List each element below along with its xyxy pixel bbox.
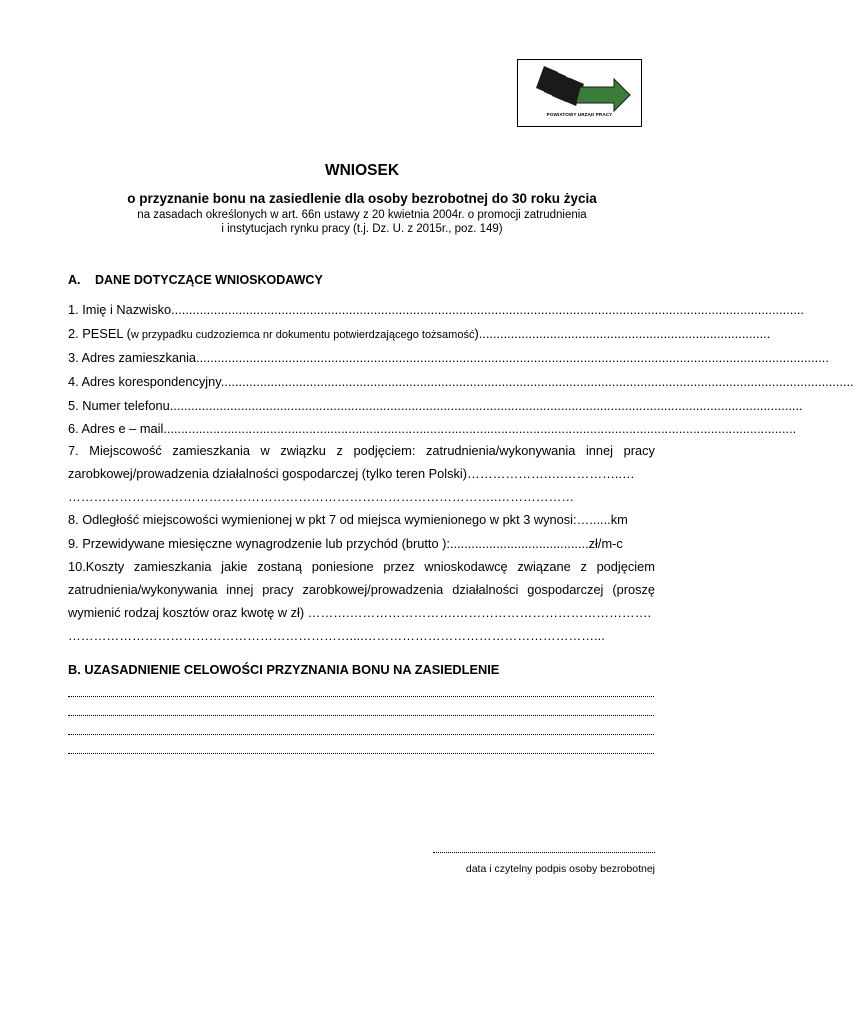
justification-line[interactable] bbox=[68, 686, 654, 697]
section-a-heading bbox=[68, 273, 323, 287]
field-9-label: 9. Przewidywane miesięczne wynagrodzenie lub przychód (brutto ): bbox=[68, 536, 450, 551]
field-residence-address[interactable]: 3. Adres zamieszkania.................................................................................................................................................................................. bbox=[68, 350, 829, 365]
signature-caption: data i czytelny podpis osoby bezrobotnej bbox=[465, 863, 655, 875]
logo-text: POWIATOWY URZĄD PRACY bbox=[546, 112, 613, 117]
word: 10.Koszty bbox=[68, 559, 125, 574]
justification-line[interactable] bbox=[68, 724, 654, 735]
word: innej bbox=[585, 443, 614, 458]
field-8-distance[interactable] bbox=[68, 512, 655, 527]
word: zatrudnienia/wykonywania bbox=[425, 443, 576, 458]
word: (proszę bbox=[612, 582, 655, 597]
word: Miejscowość bbox=[89, 443, 162, 458]
field-10-line-2 bbox=[68, 582, 655, 597]
word: pracy bbox=[262, 582, 294, 597]
word: z bbox=[336, 443, 343, 458]
word: zamieszkania bbox=[172, 443, 250, 458]
field-7-line-2-text: zarobkowej/prowadzenia działalności gospodarczej (tylko teren Polski) bbox=[68, 466, 468, 481]
field-10-line-1 bbox=[68, 559, 655, 574]
word: zatrudnienia/wykonywania bbox=[68, 582, 218, 597]
field-phone[interactable]: 5. Numer telefonu.................................................................................................................................................................................. bbox=[68, 398, 803, 413]
word: podjęciem bbox=[596, 559, 655, 574]
legal-basis-line-2: i instytucjach rynku pracy (t.j. Dz. U. z 2015r., poz. 149) bbox=[221, 223, 503, 235]
field-10-line-4[interactable] bbox=[68, 628, 655, 643]
field-email-label: 6. Adres e – mail bbox=[68, 421, 164, 436]
word: 7. bbox=[68, 443, 79, 458]
field-8-fill: …...... bbox=[576, 512, 611, 527]
field-pesel-label: 2. PESEL ( bbox=[68, 326, 131, 341]
word: związku bbox=[280, 443, 326, 458]
justification-line[interactable] bbox=[68, 743, 654, 754]
field-9-fill: ....................................... bbox=[449, 536, 589, 551]
field-pesel-note: w przypadku cudzoziemca nr dokumentu potwierdzającego tożsamość bbox=[130, 329, 475, 341]
field-10-line-3-text: wymienić rodzaj kosztów oraz kwotę w zł) bbox=[68, 605, 305, 620]
word: zamieszkania bbox=[133, 559, 212, 574]
field-name-label: 1. Imię i Nazwisko bbox=[68, 302, 172, 317]
field-phone-label: 5. Numer telefonu bbox=[68, 398, 170, 413]
field-correspondence-address-label: 4. Adres korespondencyjny bbox=[68, 374, 221, 389]
word: jakie bbox=[221, 559, 248, 574]
field-10-line-3-fill: ……….…………………….………………………………………. bbox=[304, 605, 652, 620]
field-8-label: 8. Odległość miejscowości wymienionej w pkt 7 od miejsca wymienionego w pkt 3 wynosi: bbox=[68, 512, 577, 527]
legal-basis-line-1: na zasadach określonych w art. 66n ustawy z 20 kwietnia 2004r. o promocji zatrudnienia bbox=[137, 209, 587, 221]
word: zostaną bbox=[257, 559, 303, 574]
field-residence-address-label: 3. Adres zamieszkania bbox=[68, 350, 197, 365]
field-pesel-label-end: ) bbox=[474, 326, 479, 341]
word: związane bbox=[517, 559, 571, 574]
word: gospodarczej bbox=[527, 582, 604, 597]
field-7-line-2[interactable] bbox=[68, 466, 655, 481]
signature-line[interactable] bbox=[433, 846, 655, 853]
justification-line[interactable] bbox=[68, 705, 654, 716]
document-title: WNIOSEK bbox=[324, 162, 400, 179]
field-9-salary[interactable] bbox=[68, 536, 655, 551]
word: w bbox=[260, 443, 270, 458]
field-name[interactable]: 1. Imię i Nazwisko.................................................................................................................................................................................. bbox=[68, 302, 804, 317]
word: przez bbox=[383, 559, 415, 574]
field-10-line-4-fill: …………………………………………………………....………………………………………………... bbox=[68, 628, 605, 643]
field-7-line-2-fill: ……………….….…………..… bbox=[467, 466, 635, 481]
word: zarobkowej/prowadzenia bbox=[302, 582, 444, 597]
logo bbox=[517, 59, 642, 127]
section-a-letter: A. bbox=[68, 273, 81, 287]
word: działalności bbox=[452, 582, 519, 597]
word: z bbox=[580, 559, 587, 574]
word: innej bbox=[226, 582, 254, 597]
section-a-title: DANE DOTYCZĄCE WNIOSKODAWCY bbox=[95, 273, 323, 287]
field-correspondence-address[interactable]: 4. Adres korespondencyjny.................................................................................................................................................................................. bbox=[68, 374, 854, 389]
field-9-unit: zł/m-c bbox=[588, 536, 623, 551]
field-7-line-1 bbox=[68, 443, 655, 458]
field-10-line-3[interactable] bbox=[68, 605, 655, 620]
word: pracy bbox=[623, 443, 655, 458]
field-8-unit: km bbox=[610, 512, 628, 527]
section-b-heading: B. UZASADNIENIE CELOWOŚCI PRZYZNANIA BONU NA ZASIEDLENIE bbox=[68, 662, 500, 677]
word: podjęciem: bbox=[353, 443, 416, 458]
field-7-line-3-fill: ………………………………………………………………………………………..……………… bbox=[68, 489, 575, 504]
word: poniesione bbox=[311, 559, 374, 574]
logo-graphic bbox=[518, 60, 643, 128]
word: wnioskodawcę bbox=[424, 559, 508, 574]
field-7-line-3[interactable] bbox=[68, 489, 655, 504]
field-email[interactable]: 6. Adres e – mail.................................................................................................................................................................................. bbox=[68, 421, 797, 436]
field-pesel[interactable]: 2. PESEL (w przypadku cudzoziemca nr dokumentu potwierdzającego tożsamość).................................................................................. bbox=[68, 326, 771, 341]
document-subtitle: o przyznanie bonu na zasiedlenie dla osoby bezrobotnej do 30 roku życia bbox=[127, 191, 597, 206]
